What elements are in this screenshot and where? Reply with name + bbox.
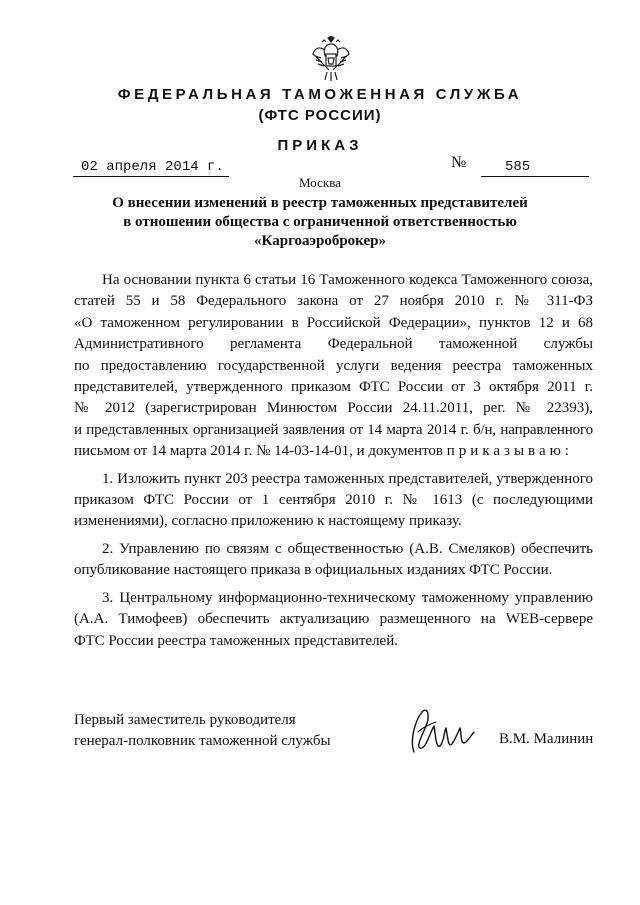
number-sign: № xyxy=(451,154,467,171)
order-item-3 xyxy=(74,588,593,652)
text-line: по предоставлению государственной услуги ведения реестра таможенных xyxy=(74,357,593,374)
text-line: ФТС России реестра таможенных представителей. xyxy=(74,632,398,649)
document-subject xyxy=(100,194,540,251)
signer-position xyxy=(74,710,331,752)
document-type: ПРИКАЗ xyxy=(277,137,363,154)
text-line: приказом ФТС России от 1 сентября 2010 г. № 1613 (с последующими xyxy=(74,492,593,509)
text-line: 1. Изложить пункт 203 реестра таможенных представителей, утвержденного xyxy=(102,470,593,487)
subject-line: «Каргоаэроброкер» xyxy=(254,233,386,249)
signer-position-line: Первый заместитель руководителя xyxy=(74,712,296,728)
signer-name: В.М. Малинин xyxy=(499,731,594,747)
preamble-paragraph xyxy=(74,270,593,463)
document-body xyxy=(74,270,593,652)
issue-city: Москва xyxy=(299,175,341,190)
order-item-1 xyxy=(74,469,593,533)
order-item-2 xyxy=(74,539,593,582)
text-line: «О таможенном регулировании в Российской Федерации», пунктов 12 и 68 xyxy=(74,314,593,331)
text-fragment: письмом от 14 марта 2014 г. № 14-03-14-01, и документов xyxy=(74,443,444,460)
order-word: приказываю: xyxy=(446,443,573,460)
signer-position-line: генерал-полковник таможенной службы xyxy=(74,733,331,749)
handwritten-signature xyxy=(400,702,480,762)
document-date: 02 апреля 2014 г. xyxy=(73,159,229,177)
text-line: представителей, утвержденного приказом ФТС России от 3 октября 2011 г. xyxy=(74,379,593,396)
text-line: 3. Центральному информационно-техническому таможенному управлению xyxy=(102,589,593,606)
subject-line: в отношении общества с ограниченной ответственностью xyxy=(123,214,517,230)
text-line: изменениями), согласно приложению к настоящему приказу. xyxy=(74,513,462,530)
agency-name: ФЕДЕРАЛЬНАЯ ТАМОЖЕННАЯ СЛУЖБА xyxy=(117,86,523,103)
text-line: Административного регламента Федеральной таможенной службы xyxy=(74,336,593,353)
subject-line: О внесении изменений в реестр таможенных представителей xyxy=(112,195,528,211)
coat-of-arms-icon xyxy=(311,36,351,82)
text-line: и представленных организацией заявления от 14 марта 2014 г. б/н, направленного xyxy=(74,421,593,438)
text-line xyxy=(74,441,593,462)
agency-abbreviation: (ФТС РОССИИ) xyxy=(258,107,382,124)
text-line: № 2012 (зарегистрирован Минюстом России 24.11.2011, рег. № 22393), xyxy=(74,400,593,417)
text-line: 2. Управлению по связям с общественностью (А.В. Смеляков) обеспечить xyxy=(102,540,593,557)
text-line: статей 55 и 58 Федерального закона от 27 ноября 2010 г. № 311-ФЗ xyxy=(74,293,593,310)
text-line: (А.А. Тимофеев) обеспечить актуализацию размещенного на WEB-сервере xyxy=(74,611,593,628)
document-number: 585 xyxy=(481,159,589,177)
text-line: опубликование настоящего приказа в официальных изданиях ФТС России. xyxy=(74,562,553,579)
text-line: На основании пункта 6 статьи 16 Таможенного кодекса Таможенного союза, xyxy=(102,272,593,288)
